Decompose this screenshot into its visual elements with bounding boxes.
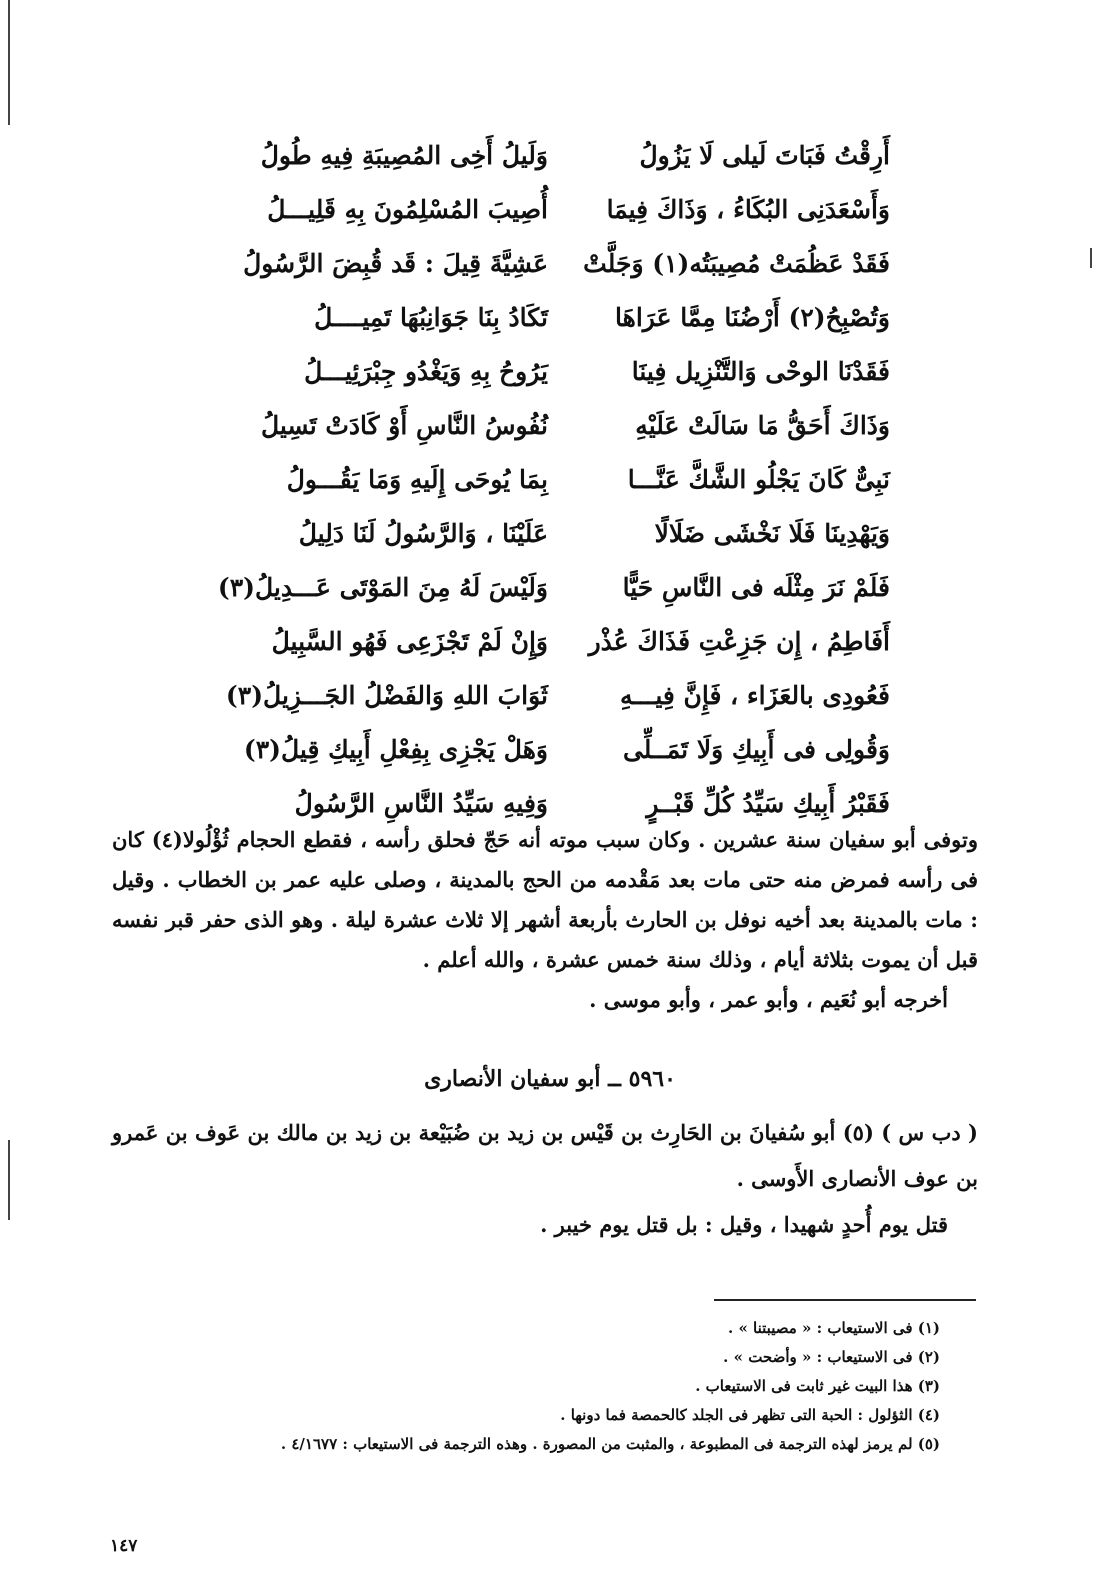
verse-first-hemistich: فَقَدْ عَظُمَتْ مُصِيبَتُه(١) وَجَلَّتْ xyxy=(583,248,890,278)
verse-first-hemistich: وَيَهْدِينَا فَلَا نَخْشَى ضَلَالًا xyxy=(654,518,890,548)
footnote-divider xyxy=(714,1299,976,1301)
entry-heading: ٥٩٦٠ ــ أبو سفيان الأنصارى xyxy=(424,1066,676,1092)
footnote: (١) فى الاستيعاب : « مصيبتنا » . xyxy=(728,1319,940,1337)
poem xyxy=(160,128,890,830)
verse-first-hemistich: وَتُصْبِحُ(٢) أَرْضُنَا مِمَّا عَرَاهَا xyxy=(615,302,890,332)
scan-edge-mark-bottom xyxy=(8,1140,10,1220)
verse xyxy=(160,398,890,452)
verse-second-hemistich: عَشِيَّةَ قِيلَ : قَد قُبِضَ الرَّسُولُ xyxy=(243,248,548,278)
death-account xyxy=(112,820,978,1020)
footnote: (٤) الثؤلول : الحبة التى تظهر فى الجلد كالحمصة فما دونها . xyxy=(560,1406,940,1424)
verse-first-hemistich: فَقَدْنَا الوحْى وَالتَّنْزِيل فِينَا xyxy=(631,356,890,386)
verse-second-hemistich: بِمَا يُوحَى إِلَيهِ وَمَا يَقُـــولُ xyxy=(286,464,548,494)
verse-second-hemistich: نُفُوسُ النَّاسِ أَوْ كَادَتْ تَسِيلُ xyxy=(260,410,548,440)
verse xyxy=(160,560,890,614)
verse xyxy=(160,614,890,668)
verse xyxy=(160,344,890,398)
verse-second-hemistich: عَلَيْنَا ، وَالرَّسُولُ لَنَا دَلِيلُ xyxy=(298,518,548,548)
verse xyxy=(160,668,890,722)
verse-first-hemistich: وَأَسْعَدَنِى البُكَاءُ ، وَذَاكَ فِيمَا xyxy=(606,194,890,224)
verse-first-hemistich: فَلَمْ نَرَ مِثْلَه فى النَّاسِ حَيًّا xyxy=(622,572,890,602)
verse-first-hemistich: فَعُودِى بالعَزَاء ، فَإِنَّ فِيـــهِ xyxy=(619,680,890,710)
verse xyxy=(160,506,890,560)
footnote: (٢) فى الاستيعاب : « وأضحت » . xyxy=(723,1348,940,1366)
verse-first-hemistich: وَذَاكَ أَحَقُّ مَا سَالَتْ عَلَيْهِ xyxy=(635,410,890,440)
attribution-line: أخرجه أبو نُعَيم ، وأبو عمر ، وأبو موسى . xyxy=(589,987,948,1012)
verse xyxy=(160,128,890,182)
prose-paragraph: قتل يوم أُحدٍ شهيدا ، وقيل : بل قتل يوم خيبر . xyxy=(540,1212,948,1237)
footnotes xyxy=(150,1314,940,1459)
verse-second-hemistich: وَلَيلُ أَخِى المُصِيبَةِ فِيهِ طُولُ xyxy=(260,140,548,170)
verse-second-hemistich: وَلَيْسَ لَهُ مِنَ المَوْتَى عَـــدِيلُ(٣) xyxy=(217,572,548,602)
verse-first-hemistich: أَرِقْتُ فَبَاتَ لَيلى لَا يَزُولُ xyxy=(639,140,890,170)
verse-first-hemistich: وَقُولِى فى أَبِيكِ وَلَا تَمَــلِّى xyxy=(622,734,890,764)
entry-body xyxy=(112,1110,978,1248)
footnote: (٣) هذا البيت غير ثابت فى الاستيعاب . xyxy=(695,1377,940,1395)
verse-second-hemistich: يَرُوحُ بِهِ وَيَغْدُو جِبْرَئِيـــلُ xyxy=(304,356,548,386)
verse-first-hemistich: أَفَاطِمُ ، إِن جَزِعْتِ فَذَاكَ عُذْر xyxy=(588,626,890,656)
scan-edge-mark-top xyxy=(8,0,10,125)
page-number: ١٤٧ xyxy=(110,1536,138,1556)
verse-first-hemistich: نَبِىٌّ كَانَ يَجْلُو الشَّكَّ عَنَّـــا xyxy=(627,464,890,494)
prose-paragraph: وتوفى أبو سفيان سنة عشرين . وكان سبب موته أنه حَجّ فحلق رأسه ، فقطع الحجام ثُؤْلُولا(٤) كان فى رأسه فمرض منه حتى مات بعد مَقْدمه من الحج بالمدينة ، وصلى عليه عمر بن الخطاب . وقيل : مات بالمدينة بعد أخيه نوفل بن الحارث بأربعة أشهر إلا ثلاث عشرة ليلة . وهو الذى حفر قبر نفسه قبل أن يموت بثلاثة أيام ، وذلك سنة خمس عشرة ، والله أعلم . xyxy=(112,827,978,972)
verse-second-hemistich: تَكَادُ بِنَا جَوَانِبُهَا تَمِيــــلُ xyxy=(314,302,548,332)
footnote: (٥) لم يرمز لهذه الترجمة فى المطبوعة ، والمثبت من المصورة . وهذه الترجمة فى الاستيعاب : ٤/١٦٧٧ . xyxy=(280,1435,940,1453)
scan-edge-mark-right xyxy=(1090,248,1092,268)
verse xyxy=(160,236,890,290)
verse xyxy=(160,182,890,236)
verse-first-hemistich: فَقَبْرُ أَبِيكِ سَيِّدُ كُلِّ قَبْــرٍ xyxy=(646,788,890,818)
verse xyxy=(160,722,890,776)
prose-paragraph: ( دب س ) (٥) أبو سُفيانَ بن الحَارِث بن قَيْس بن زيد بن ضُبَيْعة بن زيد بن مالك بن عَوف بن عَمرو بن عوف الأنصارى الأَوسى . xyxy=(112,1120,978,1191)
verse xyxy=(160,452,890,506)
verse xyxy=(160,290,890,344)
verse-second-hemistich: وَفِيهِ سَيِّدُ النَّاسِ الرَّسُولُ xyxy=(294,788,548,818)
verse-second-hemistich: أُصِيبَ المُسْلِمُونَ بِهِ قَلِيـــلُ xyxy=(267,194,548,224)
verse-second-hemistich: وَإِنْ لَمْ تَجْزَعِى فَهُو السَّبِيلُ xyxy=(271,626,548,656)
verse-second-hemistich: وَهَلْ يَجْزِى بِفِعْلِ أَبِيكِ قِيلُ(٣) xyxy=(243,734,548,764)
verse-second-hemistich: ثَوَابَ اللهِ وَالفَضْلُ الجَـــزِيلُ(٣) xyxy=(225,680,548,710)
